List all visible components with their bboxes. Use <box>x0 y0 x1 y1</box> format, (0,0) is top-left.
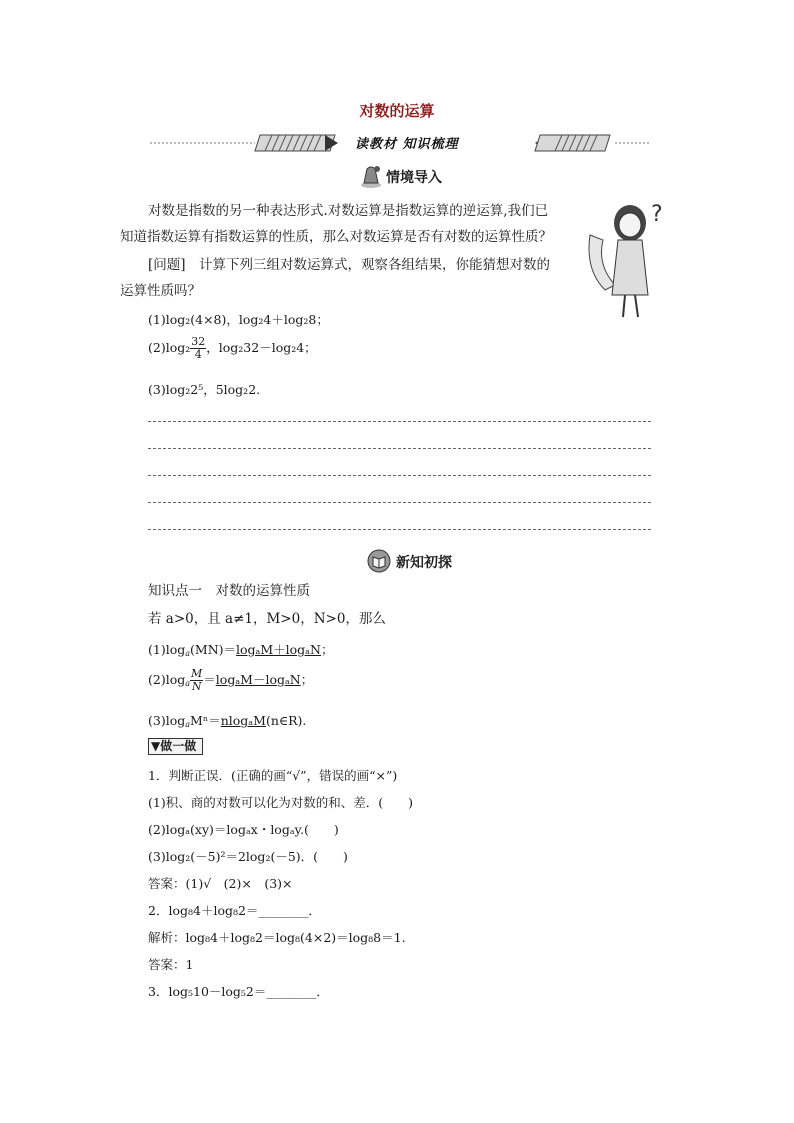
rule-3 <box>148 711 306 729</box>
rule-1 <box>148 640 333 658</box>
question-1b: (2)logₐ(xy)＝logₐx・logₐy.( ) <box>148 822 339 837</box>
section-heading-intro: 情境导入 <box>386 170 442 186</box>
rule-1-answer: logₐM＋logₐN <box>236 642 321 657</box>
rule-3-end: (n∈R). <box>265 713 307 728</box>
doit-label: 做一做 <box>160 739 197 753</box>
girl-illustration <box>585 195 675 325</box>
expr-1: (1)log₂(4×8)，log₂4＋log₂8； <box>148 312 329 327</box>
answer-line <box>148 529 651 530</box>
rule-1-base: a <box>185 649 191 658</box>
svg-text:?: ? <box>651 202 663 227</box>
answer-line <box>148 475 651 476</box>
answer-1: 答案：(1)√ (2)× (3)× <box>148 876 293 891</box>
question-1c: (3)log₂(－5)²＝2log₂(－5)．( ) <box>148 849 348 864</box>
banner-label: 读教材 知识梳理 <box>355 137 459 152</box>
rule-1-mid: (MN)＝ <box>190 642 237 657</box>
page-title: 对数的运算 <box>359 102 435 120</box>
answer-2: 答案：1 <box>148 957 194 972</box>
answer-line <box>148 502 651 503</box>
question-3: 3．log₅10－log₅2＝________． <box>148 984 329 999</box>
rule-1-end: ； <box>320 642 334 657</box>
expr-2-den: 4 <box>194 348 202 361</box>
knowledge-heading: 知识点一 对数的运算性质 <box>148 583 310 599</box>
book-icon <box>366 548 392 574</box>
rule-2-base: a <box>185 679 191 688</box>
rule-2-fraction <box>190 668 203 693</box>
rule-2-mid: ＝ <box>203 672 216 687</box>
expr-2-suffix: ，log₂32－log₂4； <box>206 340 317 355</box>
intro-line-2: 知道指数运算有指数运算的性质，那么对数运算是否有对数的运算性质？ <box>120 229 552 245</box>
question-line-2: 运算性质吗？ <box>120 283 201 299</box>
rule-2-den: N <box>191 680 202 693</box>
solution-2: 解析：log₈4＋log₈2＝log₈(4×2)＝log₈8＝1. <box>148 930 406 945</box>
expr-2-fraction <box>190 336 206 361</box>
expr-3: (3)log₂2⁵，5log₂2. <box>148 382 261 397</box>
question-1: 1．判断正误．(正确的画“√”，错误的画“×”) <box>148 768 398 783</box>
section-heading-new: 新知初探 <box>396 555 452 571</box>
rule-3-base: a <box>185 720 191 729</box>
rule-2-prefix: (2)log <box>148 672 186 687</box>
question-line-1: [问题] 计算下列三组对数运算式，观察各组结果，你能猜想对数的 <box>148 257 551 273</box>
question-2: 2．log₈4＋log₈2＝________． <box>148 903 321 918</box>
rule-3-mid: Mⁿ＝ <box>190 713 221 728</box>
answer-line <box>148 448 651 449</box>
bell-icon <box>358 163 384 189</box>
question-1a: (1)积、商的对数可以化为对数的和、差．( ) <box>148 795 413 810</box>
chevron-down-icon: ▼ <box>151 739 161 753</box>
rule-2-answer: logₐM－logₐN <box>215 672 301 687</box>
rule-3-answer: nlogₐM <box>220 713 266 728</box>
answer-line <box>148 421 651 422</box>
intro-line-1: 对数是指数的另一种表达形式.对数运算是指数运算的逆运算,我们已 <box>148 203 549 219</box>
rule-3-prefix: (3)log <box>148 713 186 728</box>
rule-2-num: M <box>191 667 203 680</box>
rule-1-prefix: (1)log <box>148 642 186 657</box>
expr-2 <box>148 336 317 361</box>
knowledge-condition: 若 a>0，且 a≠1，M>0，N>0，那么 <box>148 611 386 627</box>
rule-2-end: ； <box>300 672 314 687</box>
rule-2 <box>148 668 313 693</box>
doit-tag <box>148 738 203 755</box>
expr-2-prefix: (2)log₂ <box>148 340 191 355</box>
expr-2-num: 32 <box>191 335 206 348</box>
